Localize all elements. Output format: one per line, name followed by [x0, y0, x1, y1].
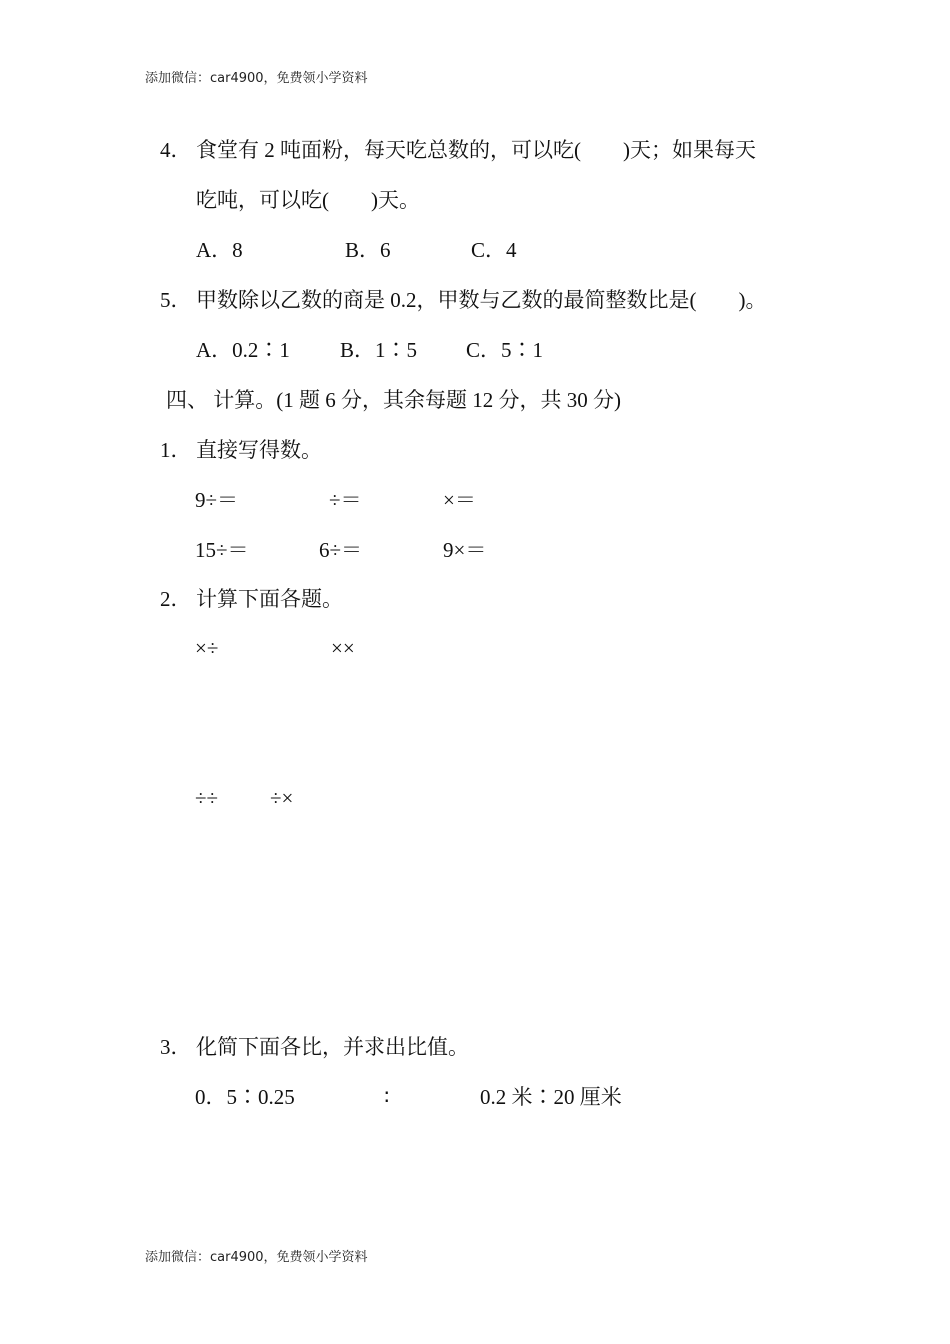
q4-option-a: A．8	[196, 238, 243, 262]
c2-expr-1: ×÷	[195, 636, 219, 660]
c1-expr-2: ÷＝	[329, 488, 362, 512]
footer-note: 添加微信：car4900，免费领小学资料	[145, 1250, 368, 1265]
c1-text: 直接写得数。	[196, 438, 322, 462]
q4-line1: 食堂有 2 吨面粉，每天吃总数的，可以吃( )天；如果每天	[196, 138, 756, 162]
c1-expr-6: 9×＝	[443, 538, 487, 562]
c1-expr-4: 15÷＝	[195, 538, 249, 562]
c2-number: 2．	[160, 587, 192, 611]
section-4-title: 四、 计算。(1 题 6 分，其余每题 12 分，共 30 分)	[166, 388, 621, 412]
c2-text: 计算下面各题。	[196, 587, 343, 611]
c2-expr-2: ××	[331, 636, 355, 660]
c3-item-3: 0.2 米∶20 厘米	[480, 1085, 622, 1109]
c1-number: 1．	[160, 438, 192, 462]
q4-line2: 吃吨，可以吃( )天。	[196, 188, 420, 212]
c2-expr-3: ÷÷	[195, 786, 219, 810]
c3-text: 化简下面各比，并求出比值。	[196, 1035, 469, 1059]
c1-expr-5: 6÷＝	[319, 538, 363, 562]
c3-item-1: 0．5∶0.25	[195, 1085, 295, 1109]
q4-option-c: C．4	[471, 238, 517, 262]
q5-number: 5．	[160, 288, 192, 312]
q4-option-b: B．6	[345, 238, 391, 262]
header-note: 添加微信：car4900，免费领小学资料	[145, 71, 368, 86]
c1-expr-1: 9÷＝	[195, 488, 239, 512]
c2-expr-4: ÷×	[270, 786, 294, 810]
c3-item-2: ∶	[384, 1085, 390, 1109]
q5-text: 甲数除以乙数的商是 0.2，甲数与乙数的最简整数比是( )。	[196, 288, 767, 312]
q5-option-c: C．5∶1	[466, 338, 544, 362]
q5-option-b: B．1∶5	[340, 338, 418, 362]
c3-number: 3．	[160, 1035, 192, 1059]
q4-number: 4．	[160, 138, 192, 162]
q5-option-a: A．0.2∶1	[196, 338, 290, 362]
c1-expr-3: ×＝	[443, 488, 476, 512]
